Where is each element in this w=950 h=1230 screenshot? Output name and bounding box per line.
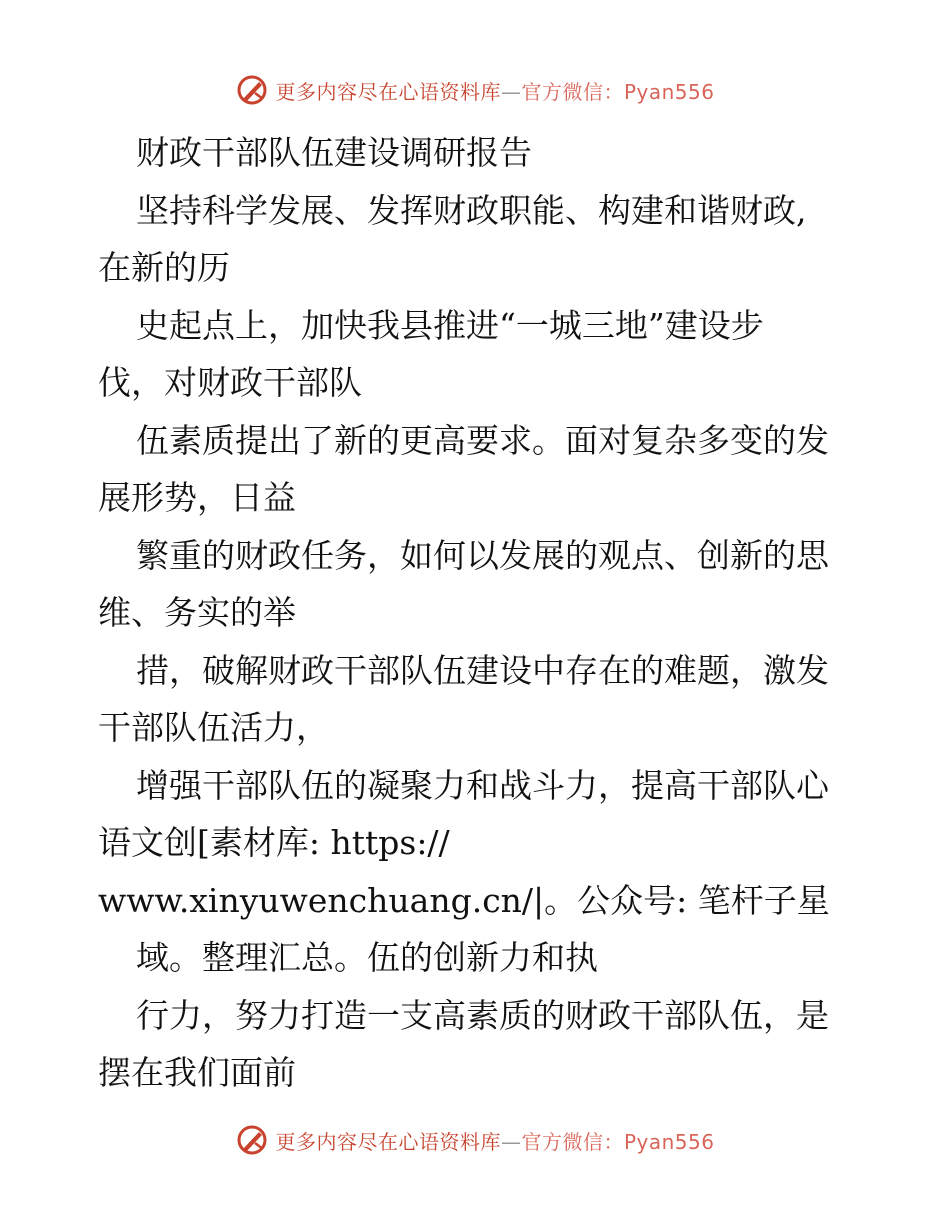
text-line: 增强干部队伍的凝聚力和战斗力，提高干部队心 (136, 765, 829, 805)
text-line: 史起点上，加快我县推进“一城三地”建设步 (136, 305, 764, 345)
text-line: 干部队伍活力， (98, 708, 329, 747)
banner-main: 更多内容尽在心语资料库 (275, 1129, 501, 1154)
text-line: 伐，对财政干部队 (98, 363, 362, 402)
text-line: 语文创[素材库: https:// (98, 823, 450, 862)
text-line: 坚持科学发展、发挥财政职能、构建和谐财政, (136, 190, 807, 230)
text-line: 展形势，日益 (98, 478, 296, 517)
pen-logo-icon (235, 73, 269, 107)
text-line: 繁重的财政任务，如何以发展的观点、创新的思 (136, 535, 829, 575)
banner-wechat: 官方微信：Pyan556 (521, 79, 715, 104)
text-line: 在新的历 (98, 248, 230, 287)
text-line: 维、务实的举 (98, 593, 296, 632)
text-line: 域。整理汇总。伍的创新力和执 (136, 938, 598, 977)
document-body (98, 124, 858, 1102)
banner-main: 更多内容尽在心语资料库 (275, 79, 501, 104)
text-line: 行力，努力打造一支高素质的财政干部队伍，是 (136, 995, 829, 1035)
banner-wechat: 官方微信：Pyan556 (521, 1129, 715, 1154)
text-line: 伍素质提出了新的更高要求。面对复杂多变的发 (136, 420, 829, 460)
text-line: 措，破解财政干部队伍建设中存在的难题，激发 (136, 650, 829, 690)
banner-text (275, 76, 714, 105)
text-line: www.xinyuwenchuang.cn/|。公众号: 笔杆子星 (98, 880, 830, 920)
banner-text (275, 1126, 714, 1155)
header-banner (0, 70, 950, 110)
text-line: 摆在我们面前 (98, 1053, 296, 1092)
banner-separator: — (500, 1129, 522, 1154)
banner-separator: — (500, 79, 522, 104)
footer-banner (0, 1120, 950, 1160)
document-title: 财政干部队伍建设调研报告 (136, 133, 532, 172)
pen-logo-icon (235, 1123, 269, 1157)
